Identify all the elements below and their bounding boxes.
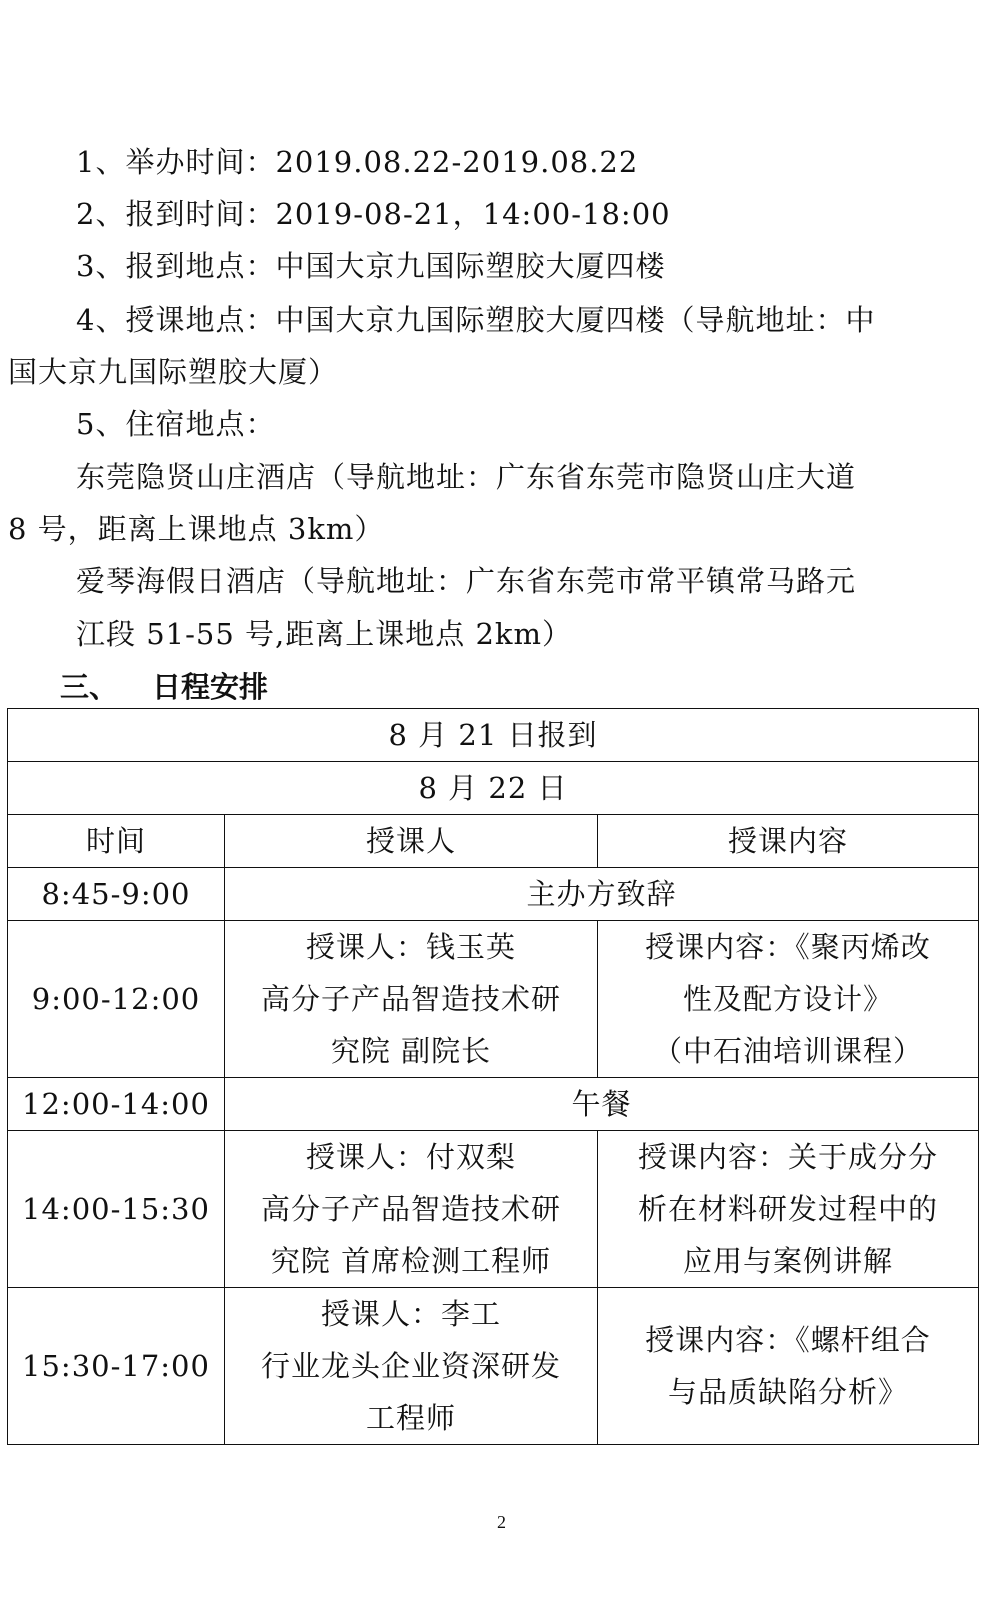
content-line: 性及配方设计》 [682, 982, 893, 1016]
info-line-hotel-1-cont: 8 号，距离上课地点 3km） [8, 512, 385, 546]
content-line: （中石油培训课程） [652, 1034, 923, 1068]
content-line: 析在材料研发过程中的 [637, 1192, 938, 1226]
lecturer-line: 究院 副院长 [330, 1034, 492, 1068]
header-lecturer: 授课人 [225, 815, 598, 868]
content-line: 授课内容：《聚丙烯改 [645, 930, 931, 964]
info-line-lecture-place: 4、授课地点：中国大京九国际塑胶大厦四楼（导航地址：中 [76, 303, 876, 337]
content-line: 应用与案例讲解 [682, 1244, 893, 1278]
lecturer-line: 行业龙头企业资深研发 [260, 1349, 561, 1383]
section-heading [60, 662, 268, 712]
time-cell: 12:00-14:00 [8, 1078, 225, 1131]
table-header-row [8, 815, 979, 868]
schedule-table [7, 708, 979, 1445]
content-cell [598, 1131, 979, 1288]
table-row [8, 709, 979, 762]
content-line: 授课内容：《螺杆组合 [645, 1323, 931, 1357]
opening-cell: 主办方致辞 [225, 868, 979, 921]
time-cell: 8:45-9:00 [8, 868, 225, 921]
table-row [8, 1288, 979, 1445]
lecturer-line: 授课人：付双梨 [305, 1140, 516, 1174]
content-cell [598, 1288, 979, 1445]
table-row [8, 1131, 979, 1288]
lecturer-line: 授课人：钱玉英 [305, 930, 516, 964]
info-line-hotel-2-cont: 江段 51-55 号,距离上课地点 2km） [76, 617, 572, 651]
table-row [8, 921, 979, 1078]
page-number: 2 [497, 1512, 506, 1532]
info-line-hotel-1: 东莞隐贤山庄酒店（导航地址：广东省东莞市隐贤山庄大道 [76, 460, 857, 494]
checkin-row-cell: 8 月 21 日报到 [8, 709, 979, 762]
info-line-hold-time: 1、举办时间：2019.08.22-2019.08.22 [76, 145, 639, 179]
time-cell: 14:00-15:30 [8, 1131, 225, 1288]
info-line-lodging-label: 5、住宿地点： [76, 407, 276, 441]
header-time: 时间 [8, 815, 225, 868]
lecturer-cell [225, 1131, 598, 1288]
info-line-checkin-time: 2、报到时间：2019-08-21，14:00-18:00 [76, 197, 671, 231]
content-cell [598, 921, 979, 1078]
lecturer-cell [225, 1288, 598, 1445]
info-line-lecture-place-cont: 国大京九国际塑胶大厦） [8, 355, 339, 389]
info-line-checkin-place: 3、报到地点：中国大京九国际塑胶大厦四楼 [76, 249, 666, 283]
section-title: 日程安排 [152, 670, 269, 704]
table-row [8, 868, 979, 921]
info-line-hotel-2: 爱琴海假日酒店（导航地址：广东省东莞市常平镇常马路元 [76, 564, 857, 598]
time-cell: 9:00-12:00 [8, 921, 225, 1078]
lecturer-line: 高分子产品智造技术研 [260, 1192, 561, 1226]
table-row [8, 762, 979, 815]
table-row [8, 1078, 979, 1131]
lecturer-line: 授课人：李工 [320, 1297, 501, 1331]
day-row-cell: 8 月 22 日 [8, 762, 979, 815]
section-number: 三、 [60, 670, 119, 704]
lecturer-line: 高分子产品智造技术研 [260, 982, 561, 1016]
lecturer-line: 究院 首席检测工程师 [270, 1244, 552, 1278]
lecturer-line: 工程师 [365, 1401, 456, 1435]
time-cell: 15:30-17:00 [8, 1288, 225, 1445]
lecturer-cell [225, 921, 598, 1078]
lunch-cell: 午餐 [225, 1078, 979, 1131]
header-content: 授课内容 [598, 815, 979, 868]
content-line: 授课内容：关于成分分 [637, 1140, 938, 1174]
content-line: 与品质缺陷分析》 [667, 1375, 908, 1409]
